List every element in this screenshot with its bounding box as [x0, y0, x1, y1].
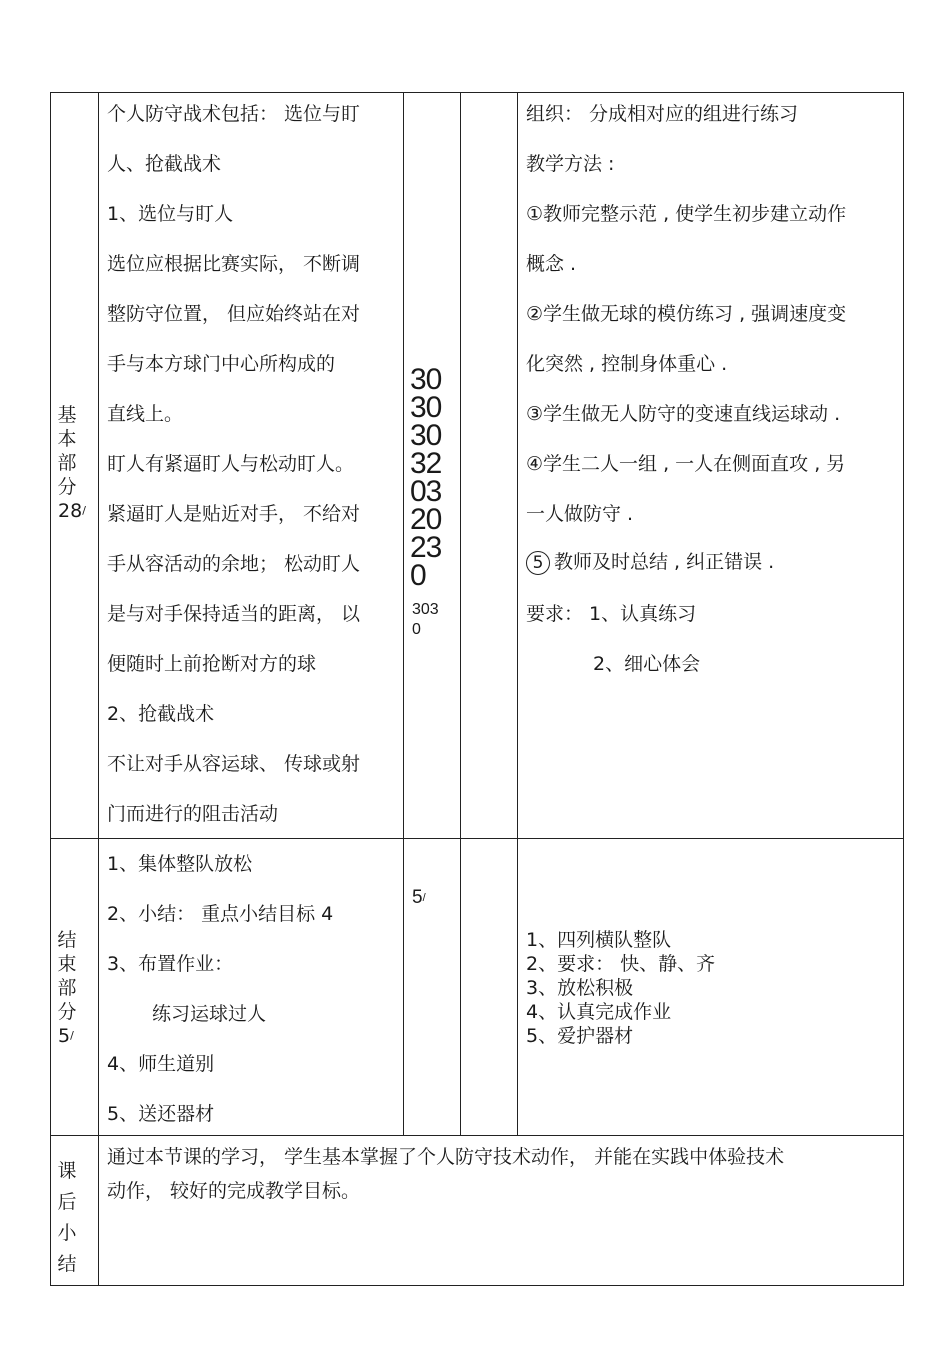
ending-part-label-text: 结束部分	[57, 929, 77, 1023]
table-border-left	[50, 92, 51, 1286]
basic-part-duration: 28	[58, 500, 83, 522]
circled-number: 5	[526, 551, 550, 575]
ending-time-value: 5	[412, 887, 423, 908]
method-step: ④学生二人一组 , 一人在侧面直攻 , 另	[526, 453, 846, 475]
organization-text: 组织： 分成相对应的组进行练习	[526, 103, 799, 125]
basic-part-label-text: 基本部分	[57, 404, 77, 498]
method-step: ②学生做无球的模仿练习 , 强调速度变	[526, 303, 847, 325]
basic-line-6: 手与本方球门中心所构成的	[107, 353, 336, 375]
col-divider-label	[98, 92, 99, 1286]
ending-line-5: 4、师生道别	[107, 1053, 215, 1075]
basic-line-12: 便随时上前抢断对方的球	[107, 653, 317, 675]
ending-part-label	[54, 928, 80, 1048]
method-title: 教学方法 :	[526, 153, 615, 175]
basic-time-small	[412, 600, 439, 640]
time-figure: 03	[410, 475, 442, 508]
time-figure: 30	[410, 363, 442, 396]
time-small-line: 303	[412, 601, 439, 618]
ending-time	[412, 887, 426, 909]
time-figure: 0	[410, 559, 426, 592]
row-divider-ending-summary	[50, 1135, 904, 1136]
col-divider-content	[403, 92, 404, 1136]
minute-mark: /	[70, 1029, 74, 1042]
basic-line-10: 手从容活动的余地； 松动盯人	[107, 553, 361, 575]
method-step: ③学生做无人防守的变速直线运球动 .	[526, 403, 841, 425]
basic-line-5: 整防守位置， 但应始终站在对	[107, 303, 361, 325]
basic-line-2: 人、抢截战术	[107, 153, 222, 175]
summary-text-line-1: 通过本节课的学习， 学生基本掌握了个人防守技术动作， 并能在实践中体验技术	[107, 1146, 785, 1168]
time-figure: 30	[410, 391, 442, 424]
ending-part-duration: 5	[58, 1025, 71, 1047]
method-step: 一人做防守 .	[526, 503, 634, 525]
ending-line-6: 5、送还器材	[107, 1103, 215, 1125]
method-step: 化突然 , 控制身体重心 .	[526, 353, 728, 375]
time-small-line: 0	[412, 621, 421, 638]
basic-line-1: 个人防守战术包括： 选位与盯	[107, 103, 361, 125]
minute-mark: /	[82, 504, 86, 517]
ending-req: 2、要求： 快、静、齐	[526, 953, 716, 975]
basic-line-8: 盯人有紧逼盯人与松动盯人。	[107, 453, 355, 475]
method-step: 概念 .	[526, 253, 577, 275]
time-figure: 23	[410, 531, 442, 564]
ending-line-4: 练习运球过人	[152, 1003, 267, 1025]
basic-line-9: 紧逼盯人是贴近对手， 不给对	[107, 503, 361, 525]
basic-part-label	[54, 403, 86, 523]
minute-mark: /	[422, 892, 426, 904]
summary-label	[54, 1156, 80, 1280]
ending-line-2: 2、小结： 重点小结目标 4	[107, 903, 334, 925]
ending-req: 1、四列横队整队	[526, 929, 672, 951]
requirement-title: 要求： 1、认真练习	[526, 603, 697, 625]
ending-req: 4、认真完成作业	[526, 1001, 672, 1023]
ending-req: 5、爱护器材	[526, 1025, 634, 1047]
ending-line-3: 3、布置作业：	[107, 953, 234, 975]
basic-line-11: 是与对手保持适当的距离， 以	[107, 603, 361, 625]
col-divider-time	[460, 92, 461, 1136]
basic-line-3: 1、选位与盯人	[107, 203, 234, 225]
table-border-bottom	[50, 1285, 904, 1286]
basic-line-13: 2、抢截战术	[107, 703, 215, 725]
method-step: ①教师完整示范 , 使学生初步建立动作	[526, 203, 847, 225]
col-divider-blank	[517, 92, 518, 1136]
summary-text-line-2: 动作， 较好的完成教学目标。	[107, 1180, 361, 1202]
time-figure: 20	[410, 503, 442, 536]
summary-label-text: 课后小结	[57, 1160, 77, 1275]
method-step-5	[526, 551, 774, 575]
time-figure: 30	[410, 419, 442, 452]
basic-line-4: 选位应根据比赛实际， 不断调	[107, 253, 361, 275]
table-border-top	[50, 92, 904, 93]
table-border-right	[903, 92, 904, 1286]
basic-line-7: 直线上。	[107, 403, 184, 425]
basic-line-14: 不让对手从容运球、 传球或射	[107, 753, 361, 775]
method-step-5-text: 教师及时总结 , 纠正错误 .	[554, 551, 775, 573]
basic-line-15: 门而进行的阻击活动	[107, 803, 279, 825]
requirement-2: 2、细心体会	[593, 653, 701, 675]
basic-time-figures	[410, 363, 450, 592]
row-divider-basic-ending	[50, 838, 904, 839]
ending-req: 3、放松积极	[526, 977, 634, 999]
ending-line-1: 1、集体整队放松	[107, 853, 253, 875]
time-figure: 32	[410, 447, 442, 480]
